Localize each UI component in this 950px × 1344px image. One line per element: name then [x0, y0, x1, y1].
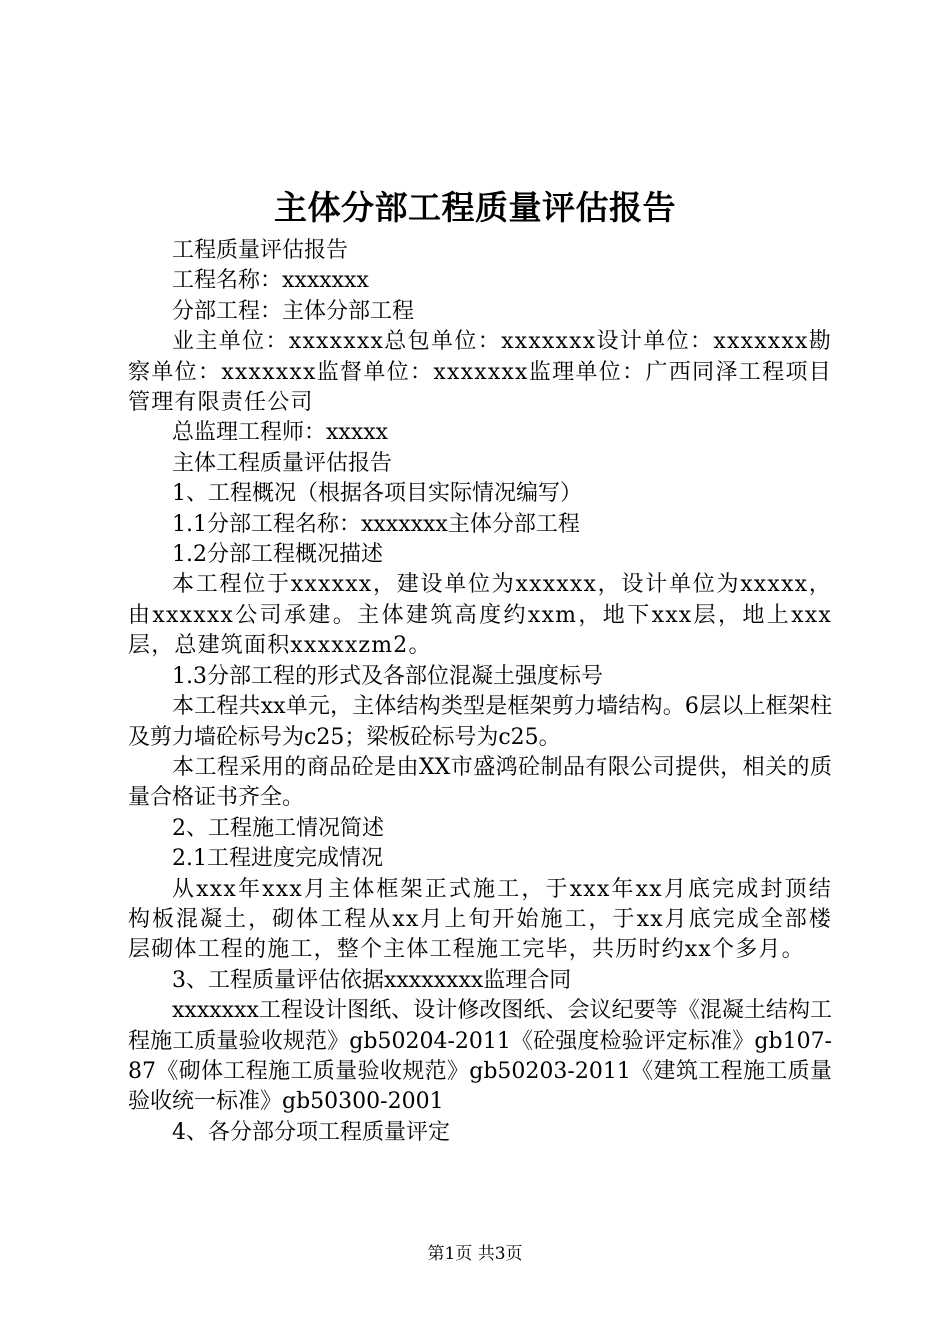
- page-footer: 第1页 共3页: [427, 1244, 523, 1264]
- paragraph-progress-text: 从xxx年xxx月主体框架正式施工，于xxx年xx月底完成封顶结构板混凝土，砌体工程从xx月上旬开始施工，于xx月底完成全部楼层砌体工程的施工，整个主体工程施工完毕，共历时约xx个多月。: [128, 876, 832, 963]
- document-body: [128, 236, 832, 1148]
- paragraph-section-2-1: 2.1工程进度完成情况: [172, 846, 383, 872]
- paragraph-sub-project: 分部工程：主体分部工程: [172, 298, 415, 324]
- paragraph-basis-text: xxxxxxx工程设计图纸、设计修改图纸、会议纪要等《混凝土结构工程施工质量验收规范》gb50204-2011《砼强度检验评定标准》gb107-87《砌体工程施工质量验收规范》gb50203-2011《建筑工程施工质量验收统一标准》gb50300-2001: [128, 998, 832, 1115]
- paragraph-report-heading: 工程质量评估报告: [172, 238, 349, 263]
- paragraph-overview-text: 本工程位于xxxxxx，建设单位为xxxxxx，设计单位为xxxxx，由xxxxxx公司承建。主体建筑高度约xxm，地下xxx层，地上xxx层，总建筑面积xxxxxzm2。: [128, 572, 832, 659]
- paragraph-project-name: 工程名称：xxxxxxx: [172, 268, 369, 294]
- document-title: 主体分部工程质量评估报告: [274, 188, 676, 227]
- paragraph-section-1-2: 1.2分部工程概况描述: [172, 542, 383, 568]
- paragraph-section-1-1: 1.1分部工程名称：xxxxxxx主体分部工程: [172, 511, 580, 537]
- paragraph-section-2: 2、工程施工情况简述: [172, 815, 384, 841]
- paragraph-chief-supervisor: 总监理工程师：xxxxx: [172, 420, 389, 446]
- paragraph-structure-text: 本工程共xx单元，主体结构类型是框架剪力墙结构。6层以上框架柱及剪力墙砼标号为c25；梁板砼标号为c25。: [128, 694, 832, 750]
- paragraph-section-4: 4、各分部分项工程质量评定: [172, 1119, 450, 1145]
- paragraph-main-report-heading: 主体工程质量评估报告: [172, 450, 393, 476]
- paragraph-section-1: 1、工程概况（根据各项目实际情况编写）: [172, 481, 582, 507]
- paragraph-section-3: 3、工程质量评估依据xxxxxxxx监理合同: [172, 967, 572, 993]
- paragraph-section-1-3: 1.3分部工程的形式及各部位混凝土强度标号: [172, 663, 603, 689]
- paragraph-units: 业主单位：xxxxxxx总包单位：xxxxxxx设计单位：xxxxxxx勘察单位：xxxxxxx监督单位：xxxxxxx监理单位：广西同泽工程项目管理有限责任公司: [128, 329, 832, 416]
- paragraph-concrete-text: 本工程采用的商品砼是由XX市盛鸿砼制品有限公司提供，相关的质量合格证书齐全。: [128, 754, 832, 811]
